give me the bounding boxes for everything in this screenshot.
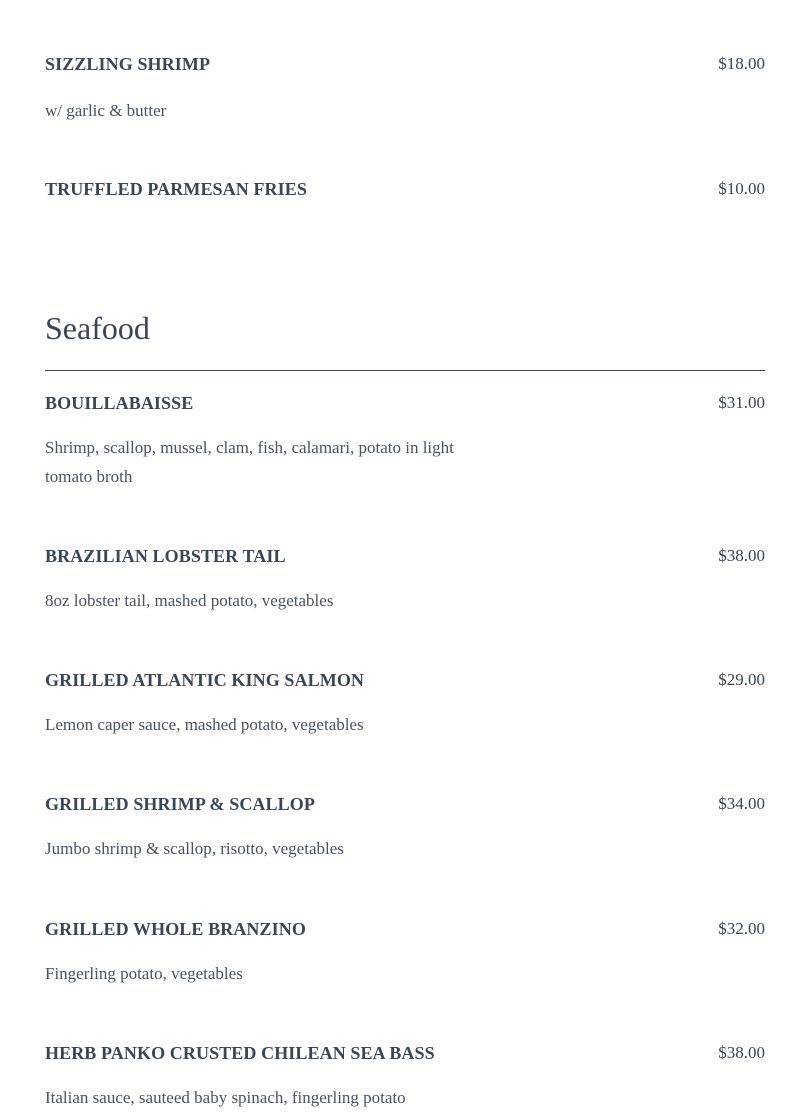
- menu-item-name: GRILLED SHRIMP & SCALLOP: [45, 794, 315, 814]
- menu-item-grilled-whole-branzino: [45, 917, 765, 988]
- menu-item-description: Italian sauce, sauteed baby spinach, fingerling potato: [45, 1088, 406, 1107]
- menu-item-description: Fingerling potato, vegetables: [45, 964, 243, 983]
- menu-item-name: TRUFFLED PARMESAN FRIES: [45, 179, 307, 199]
- menu-item-price: $38.00: [718, 546, 765, 565]
- menu-item-header: [45, 1041, 765, 1065]
- menu-item-header: [45, 52, 765, 76]
- menu-item-truffled-parmesan-fries: [45, 177, 765, 201]
- menu-item-header: [45, 792, 765, 816]
- menu-item-price: $18.00: [718, 54, 765, 73]
- menu-item-grilled-atlantic-king-salmon: [45, 668, 765, 739]
- menu-item-description: Shrimp, scallop, mussel, clam, fish, calamari, potato in light tomato broth: [45, 438, 454, 486]
- menu-item-price: $34.00: [718, 794, 765, 813]
- menu-item-price: $10.00: [718, 179, 765, 198]
- menu-item-price: $29.00: [718, 670, 765, 689]
- menu-item-price: $38.00: [718, 1043, 765, 1062]
- section-divider: [45, 370, 765, 371]
- menu-item-header: [45, 544, 765, 568]
- menu-item-header: [45, 917, 765, 941]
- section-title-seafood: Seafood: [45, 310, 150, 346]
- menu-item-sizzling-shrimp: [45, 52, 765, 125]
- menu-item-description: Lemon caper sauce, mashed potato, vegetables: [45, 715, 364, 734]
- menu-item-description: w/ garlic & butter: [45, 101, 167, 120]
- menu-item-name: BRAZILIAN LOBSTER TAIL: [45, 546, 286, 566]
- menu-item-herb-panko-crusted-chilean-sea-bass: [45, 1041, 765, 1112]
- menu-item-name: HERB PANKO CRUSTED CHILEAN SEA BASS: [45, 1043, 435, 1063]
- menu-item-header: [45, 177, 765, 201]
- menu-item-brazilian-lobster-tail: [45, 544, 765, 615]
- menu-item-header: [45, 668, 765, 692]
- menu-item-grilled-shrimp-scallop: [45, 792, 765, 863]
- menu-item-price: $31.00: [718, 393, 765, 412]
- menu-item-bouillabaisse: [45, 391, 765, 491]
- menu-item-header: [45, 391, 765, 415]
- menu-item-name: GRILLED ATLANTIC KING SALMON: [45, 670, 365, 690]
- menu-item-description: Jumbo shrimp & scallop, risotto, vegetables: [45, 839, 344, 858]
- menu-item-name: GRILLED WHOLE BRANZINO: [45, 919, 306, 939]
- menu-item-name: BOUILLABAISSE: [45, 393, 194, 413]
- menu-item-price: $32.00: [718, 919, 765, 938]
- menu-item-description: 8oz lobster tail, mashed potato, vegetables: [45, 591, 334, 610]
- menu-item-name: SIZZLING SHRIMP: [45, 54, 211, 74]
